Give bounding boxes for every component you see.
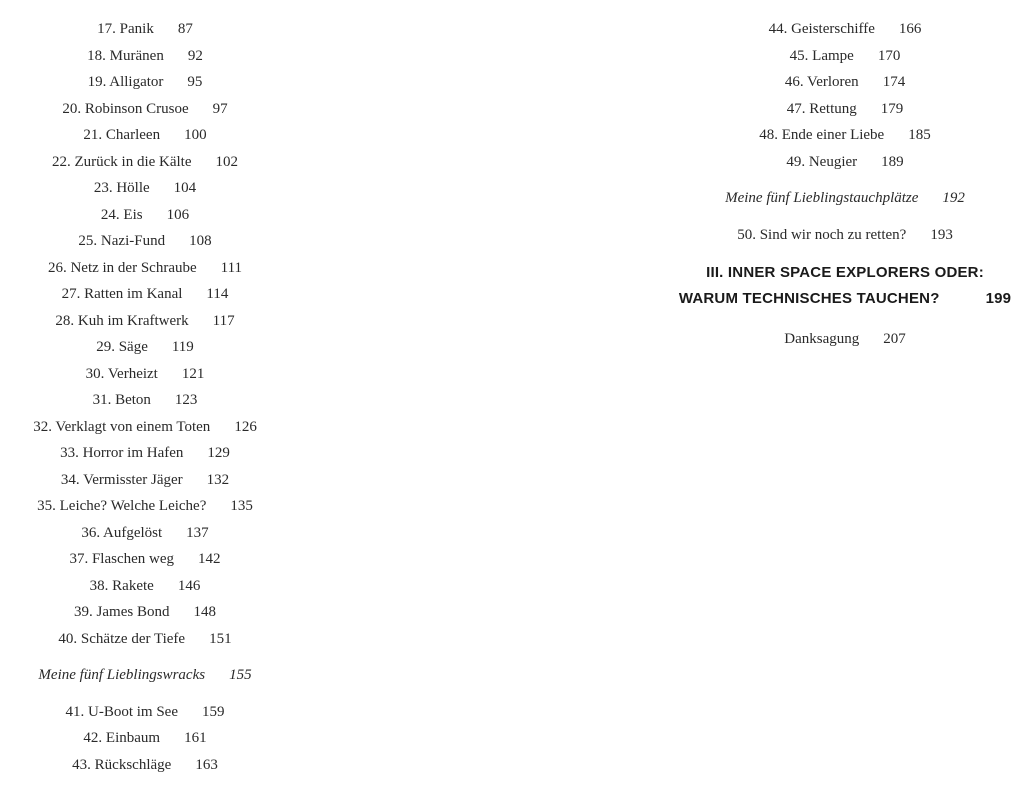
toc-entry-title: 32. Verklagt von einem Toten xyxy=(33,418,211,435)
toc-entry-title: 46. Verloren xyxy=(784,74,859,90)
toc-section-favorite-dive-sites[interactable] xyxy=(690,185,1000,212)
toc-entry-title: 33. Horror im Hafen xyxy=(60,445,184,461)
toc-entry-title: 25. Nazi-Fund xyxy=(78,233,166,249)
toc-entry-page: 95 xyxy=(187,74,203,90)
toc-entry-title: 20. Robinson Crusoe xyxy=(62,100,189,117)
toc-entry[interactable] xyxy=(0,149,290,176)
toc-entry[interactable] xyxy=(0,626,290,653)
toc-entry[interactable] xyxy=(0,387,290,414)
toc-entry-title: 43. Rückschläge xyxy=(72,756,172,773)
toc-part-line-1: III. INNER SPACE EXPLORERS ODER: xyxy=(706,264,984,281)
toc-entry-title: 24. Eis xyxy=(100,206,143,223)
toc-entry-page: 126 xyxy=(234,418,257,435)
toc-entry-page: 179 xyxy=(880,100,904,117)
toc-entry[interactable] xyxy=(0,96,290,123)
toc-section-title: Meine fünf Lieblingswracks xyxy=(38,667,206,683)
toc-entry-page: 166 xyxy=(898,21,922,37)
toc-entry-page: 185 xyxy=(908,127,931,143)
toc-entry-title: 37. Flaschen weg xyxy=(69,551,175,567)
toc-section-page: 155 xyxy=(229,667,252,683)
toc-entry[interactable] xyxy=(690,43,1000,70)
toc-entry[interactable] xyxy=(0,202,290,229)
toc-entry-page: 207 xyxy=(883,331,906,347)
toc-entry-page: 148 xyxy=(193,604,216,620)
toc-entry-page: 174 xyxy=(882,74,906,90)
toc-entry[interactable] xyxy=(690,222,1000,249)
toc-entry-page: 108 xyxy=(189,233,212,249)
toc-entry-title: 50. Sind wir noch zu retten? xyxy=(737,226,907,243)
toc-entry[interactable] xyxy=(0,16,290,43)
toc-entry[interactable] xyxy=(690,122,1000,149)
toc-section-page: 192 xyxy=(942,190,965,206)
toc-entry[interactable] xyxy=(0,361,290,388)
toc-entry-page: 161 xyxy=(184,730,207,746)
toc-entry[interactable] xyxy=(0,520,290,547)
toc-entry-page: 189 xyxy=(881,153,904,170)
toc-entry-page: 142 xyxy=(198,551,221,567)
toc-entry-title: Danksagung xyxy=(784,331,860,347)
toc-entry-page: 100 xyxy=(184,127,207,143)
toc-part-line-2-row xyxy=(678,286,1011,312)
toc-entry-page: 170 xyxy=(877,47,901,64)
toc-entry-title: 34. Vermisster Jäger xyxy=(60,471,183,488)
toc-entry-page: 135 xyxy=(230,498,253,514)
toc-entry-page: 102 xyxy=(215,153,239,170)
toc-entry[interactable] xyxy=(0,414,290,441)
toc-entry-acknowledgements[interactable] xyxy=(690,326,1000,353)
toc-list-right-after-section xyxy=(690,222,1000,249)
toc-entry[interactable] xyxy=(0,122,290,149)
toc-entry-title: 35. Leiche? Welche Leiche? xyxy=(37,498,207,514)
toc-entry[interactable] xyxy=(0,228,290,255)
toc-entry[interactable] xyxy=(0,699,290,726)
toc-right-column xyxy=(678,0,1011,353)
toc-entry-title: 26. Netz in der Schraube xyxy=(47,259,197,276)
toc-entry-title: 42. Einbaum xyxy=(83,730,161,746)
toc-entry[interactable] xyxy=(690,149,1000,176)
toc-entry-title: 39. James Bond xyxy=(74,604,170,620)
toc-entry[interactable] xyxy=(0,752,290,779)
toc-entry[interactable] xyxy=(0,43,290,70)
toc-entry[interactable] xyxy=(0,308,290,335)
toc-entry-title: 45. Lampe xyxy=(789,47,854,64)
toc-entry-title: 19. Alligator xyxy=(87,74,164,90)
toc-entry[interactable] xyxy=(690,69,1000,96)
toc-entry-page: 92 xyxy=(187,47,203,64)
toc-entry[interactable] xyxy=(0,440,290,467)
toc-entry[interactable] xyxy=(0,725,290,752)
toc-entry[interactable] xyxy=(0,281,290,308)
toc-entry-page: 132 xyxy=(206,471,230,488)
toc-entry-page: 151 xyxy=(209,630,232,647)
toc-entry-title: 41. U-Boot im See xyxy=(65,703,178,720)
toc-entry[interactable] xyxy=(0,175,290,202)
toc-entry[interactable] xyxy=(0,573,290,600)
toc-entry-title: 23. Hölle xyxy=(93,180,150,196)
toc-entry[interactable] xyxy=(0,255,290,282)
toc-entry-page: 104 xyxy=(173,180,197,196)
toc-left-column xyxy=(0,0,290,778)
toc-entry[interactable] xyxy=(0,334,290,361)
toc-entry[interactable] xyxy=(0,69,290,96)
toc-entry[interactable] xyxy=(0,599,290,626)
toc-part-page: 199 xyxy=(985,290,1011,307)
toc-entry-title: 44. Geisterschiffe xyxy=(768,21,875,37)
toc-entry-title: 22. Zurück in die Kälte xyxy=(51,153,192,170)
toc-entry-title: 38. Rakete xyxy=(89,577,154,594)
toc-entry[interactable] xyxy=(690,16,1000,43)
toc-entry-page: 87 xyxy=(177,21,193,37)
toc-entry-page: 146 xyxy=(177,577,201,594)
toc-part-line-2: WARUM TECHNISCHES TAUCHEN? xyxy=(678,290,940,307)
toc-entry-title: 36. Aufgelöst xyxy=(81,524,163,541)
toc-entry-title: 30. Verheizt xyxy=(85,365,158,382)
toc-entry-title: 29. Säge xyxy=(96,339,148,355)
toc-entry[interactable] xyxy=(0,546,290,573)
toc-entry-page: 163 xyxy=(195,756,218,773)
toc-entry-page: 159 xyxy=(202,703,225,720)
toc-entry-page: 119 xyxy=(171,339,194,355)
toc-entry-page: 106 xyxy=(166,206,190,223)
toc-entry-page: 111 xyxy=(220,259,243,276)
toc-entry-title: 47. Rettung xyxy=(786,100,857,117)
toc-entry[interactable] xyxy=(690,96,1000,123)
toc-list-left-bottom xyxy=(0,699,290,779)
toc-entry-page: 123 xyxy=(174,392,198,408)
toc-entry-page: 193 xyxy=(930,226,953,243)
toc-entry-title: 28. Kuh im Kraftwerk xyxy=(55,312,189,329)
toc-entry-page: 97 xyxy=(212,100,228,117)
toc-entry-page: 117 xyxy=(212,312,235,329)
toc-entry-page: 114 xyxy=(206,286,229,302)
toc-entry-title: 48. Ende einer Liebe xyxy=(759,127,885,143)
toc-entry[interactable] xyxy=(0,493,290,520)
toc-entry-title: 17. Panik xyxy=(97,21,154,37)
toc-entry-title: 18. Muränen xyxy=(87,47,164,64)
toc-entry-title: 40. Schätze der Tiefe xyxy=(58,630,186,647)
toc-entry[interactable] xyxy=(0,467,290,494)
toc-entry-title: 31. Beton xyxy=(92,392,151,408)
toc-entry-page: 137 xyxy=(186,524,209,541)
toc-list-left-top xyxy=(0,0,290,652)
toc-entry-page: 121 xyxy=(181,365,205,382)
toc-entry-title: 49. Neugier xyxy=(786,153,858,170)
toc-part-heading[interactable] xyxy=(678,260,1011,312)
toc-list-right-top xyxy=(690,0,1000,175)
toc-section-favorite-wrecks[interactable] xyxy=(0,662,290,689)
toc-entry-title: 27. Ratten im Kanal xyxy=(61,286,183,302)
toc-section-title: Meine fünf Lieblingstauchplätze xyxy=(725,190,919,206)
toc-entry-page: 129 xyxy=(207,445,230,461)
toc-entry-title: 21. Charleen xyxy=(83,127,161,143)
